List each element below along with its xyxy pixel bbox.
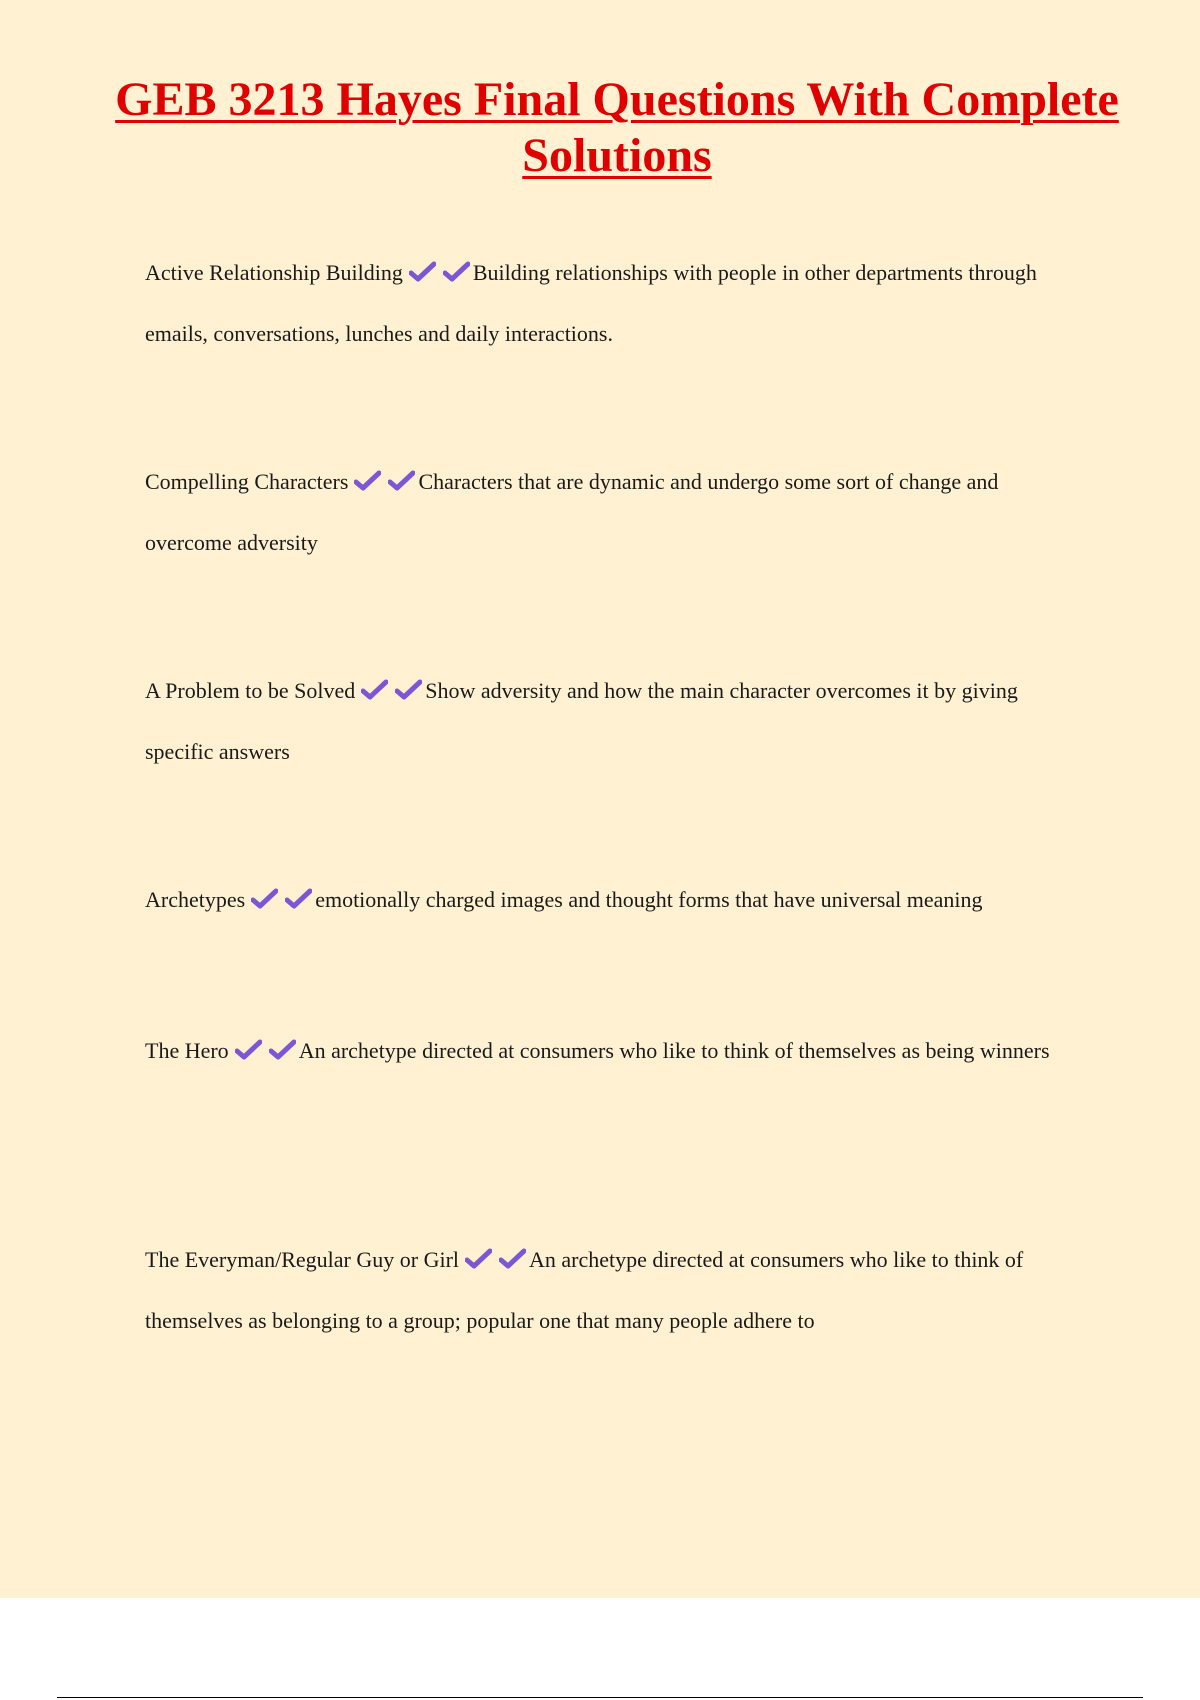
definition: Building relationships with people in other departments through emails, conversations, lunches and daily interactions. [145,260,1037,346]
qa-entry-problem-to-be-solved [145,660,1090,782]
definition: An archetype directed at consumers who like to think of themselves as belonging to a group; popular one that many people adhere to [145,1247,1024,1333]
definition: emotionally charged images and thought forms that have universal meaning [315,887,983,912]
checkmark-icon [235,1039,262,1061]
checkmark-icon [354,470,381,492]
definition: Show adversity and how the main character overcomes it by giving specific answers [145,678,1018,764]
checkmark-icon [388,470,415,492]
checkmark-icon [285,888,312,910]
qa-entry-archetypes [145,869,1090,930]
checkmark-icon [395,679,422,701]
qa-entry-compelling-characters [145,451,1090,573]
qa-entry-the-hero [145,1020,1090,1081]
term: Compelling Characters [145,469,349,494]
qa-entry-active-relationship-building [145,242,1090,364]
qa-entry-the-everyman [145,1229,1090,1351]
footer-divider [57,1697,1143,1698]
checkmark-icon [269,1039,296,1061]
checkmark-icon [443,261,470,283]
term: Active Relationship Building [145,260,403,285]
checkmark-icon [361,679,388,701]
definition: Characters that are dynamic and undergo some sort of change and overcome adversity [145,469,999,555]
term: Archetypes [145,887,246,912]
term: The Everyman/Regular Guy or Girl [145,1247,460,1272]
checkmark-icon [409,261,436,283]
document-title [100,72,1134,184]
term: The Hero [145,1038,229,1063]
checkmark-icon [465,1248,492,1270]
checkmark-icon [499,1248,526,1270]
term: A Problem to be Solved [145,678,356,703]
document-title-text: GEB 3213 Hayes Final Questions With Complete Solutions [115,73,1119,182]
checkmark-icon [251,888,278,910]
definition: An archetype directed at consumers who like to think of themselves as being winners [298,1038,1050,1063]
